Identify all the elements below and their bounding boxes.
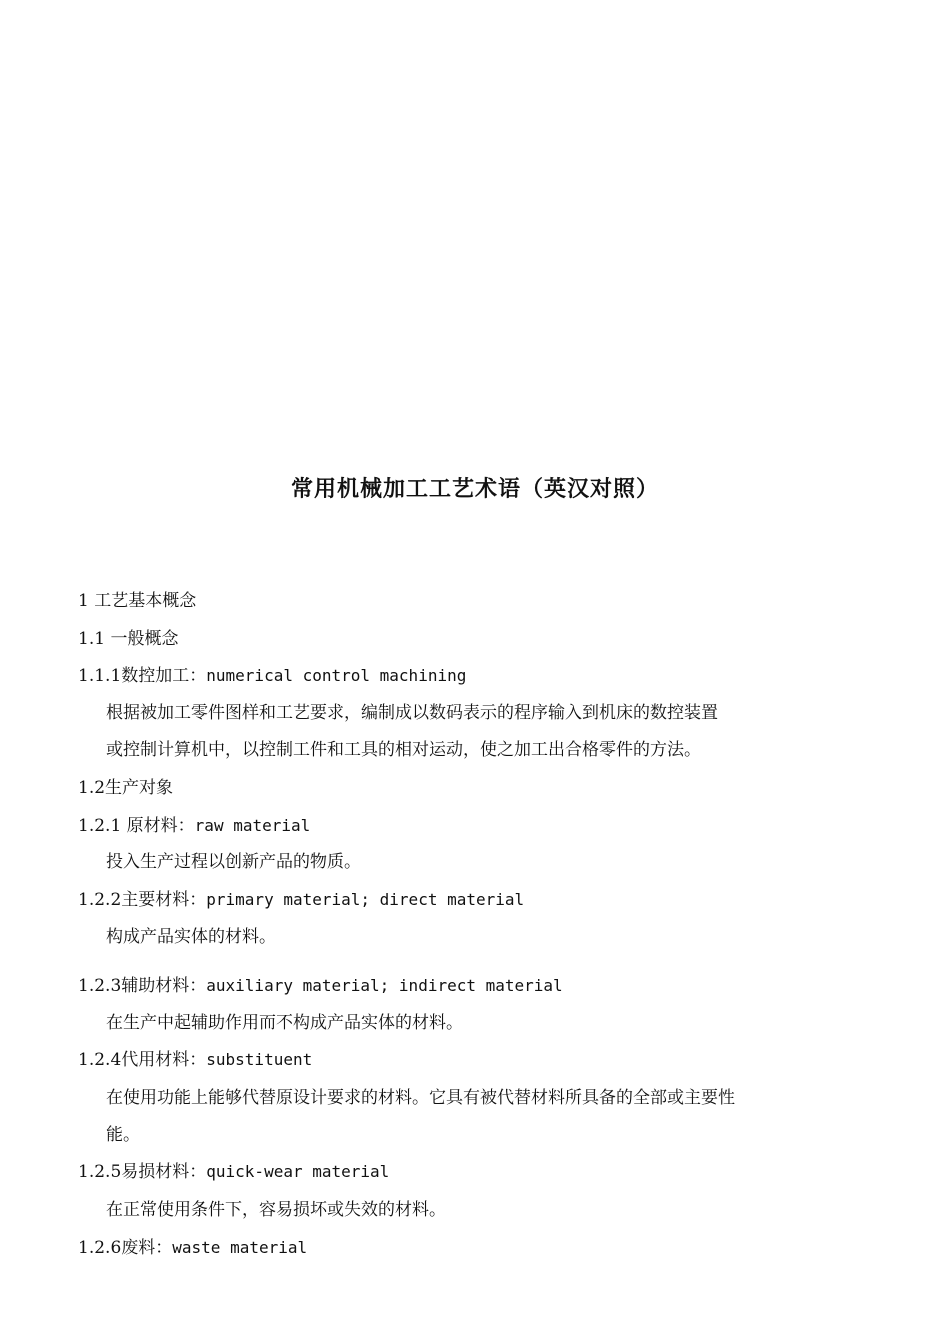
section-heading xyxy=(78,776,173,800)
section-heading xyxy=(78,814,310,838)
section-number: 1.2.5 xyxy=(78,1162,122,1182)
section-number: 1.2.2 xyxy=(78,890,122,910)
definition-text: 在生产中起辅助作用而不构成产品实体的材料。 xyxy=(106,1013,463,1033)
term-zh: 主要材料： xyxy=(121,890,207,910)
section-heading xyxy=(78,664,466,688)
term-en: substituent xyxy=(206,1050,313,1069)
section-heading xyxy=(78,888,524,912)
term-zh: 原材料： xyxy=(126,816,195,836)
section-number: 1.2.4 xyxy=(78,1050,122,1070)
term-zh: 数控加工： xyxy=(121,666,207,686)
document-title: 常用机械加工工艺术语（英汉对照） xyxy=(290,477,659,502)
section-heading xyxy=(78,1236,307,1260)
term-zh: 工艺基本概念 xyxy=(94,591,197,611)
section-number: 1.1.1 xyxy=(78,666,122,686)
term-en: primary material; direct material xyxy=(206,890,525,909)
term-zh: 一般概念 xyxy=(110,629,179,649)
term-zh: 生产对象 xyxy=(105,778,174,798)
definition-text: 构成产品实体的材料。 xyxy=(106,927,276,947)
section-number: 1.2.3 xyxy=(78,976,122,996)
section-number: 1.1 xyxy=(78,629,111,649)
term-en: waste material xyxy=(172,1238,308,1257)
term-en: numerical control machining xyxy=(206,666,467,685)
definition-text: 或控制计算机中，以控制工件和工具的相对运动，使之加工出合格零件的方法。 xyxy=(106,740,701,760)
definition-text: 在正常使用条件下，容易损坏或失效的材料。 xyxy=(106,1200,446,1220)
section-number: 1.2 xyxy=(78,778,106,798)
section-heading xyxy=(78,974,563,998)
term-zh: 代用材料： xyxy=(121,1050,207,1070)
definition-text: 能。 xyxy=(106,1125,140,1145)
section-number: 1.2.1 xyxy=(78,816,127,836)
definition-text: 投入生产过程以创新产品的物质。 xyxy=(106,852,361,872)
section-heading xyxy=(78,1160,389,1184)
definition-text: 在使用功能上能够代替原设计要求的材料。它具有被代替材料所具备的全部或主要性 xyxy=(106,1088,735,1108)
term-zh: 辅助材料： xyxy=(121,976,207,996)
term-zh: 废料： xyxy=(121,1238,173,1258)
section-number: 1.2.6 xyxy=(78,1238,122,1258)
section-heading xyxy=(78,627,178,651)
term-en: raw material xyxy=(194,816,311,835)
term-en: quick-wear material xyxy=(206,1162,390,1181)
section-heading xyxy=(78,1048,312,1072)
term-en: auxiliary material; indirect material xyxy=(206,976,563,995)
section-number: 1 xyxy=(78,591,95,611)
section-heading xyxy=(78,589,196,613)
term-zh: 易损材料： xyxy=(121,1162,207,1182)
definition-text: 根据被加工零件图样和工艺要求，编制成以数码表示的程序输入到机床的数控装置 xyxy=(106,703,718,723)
